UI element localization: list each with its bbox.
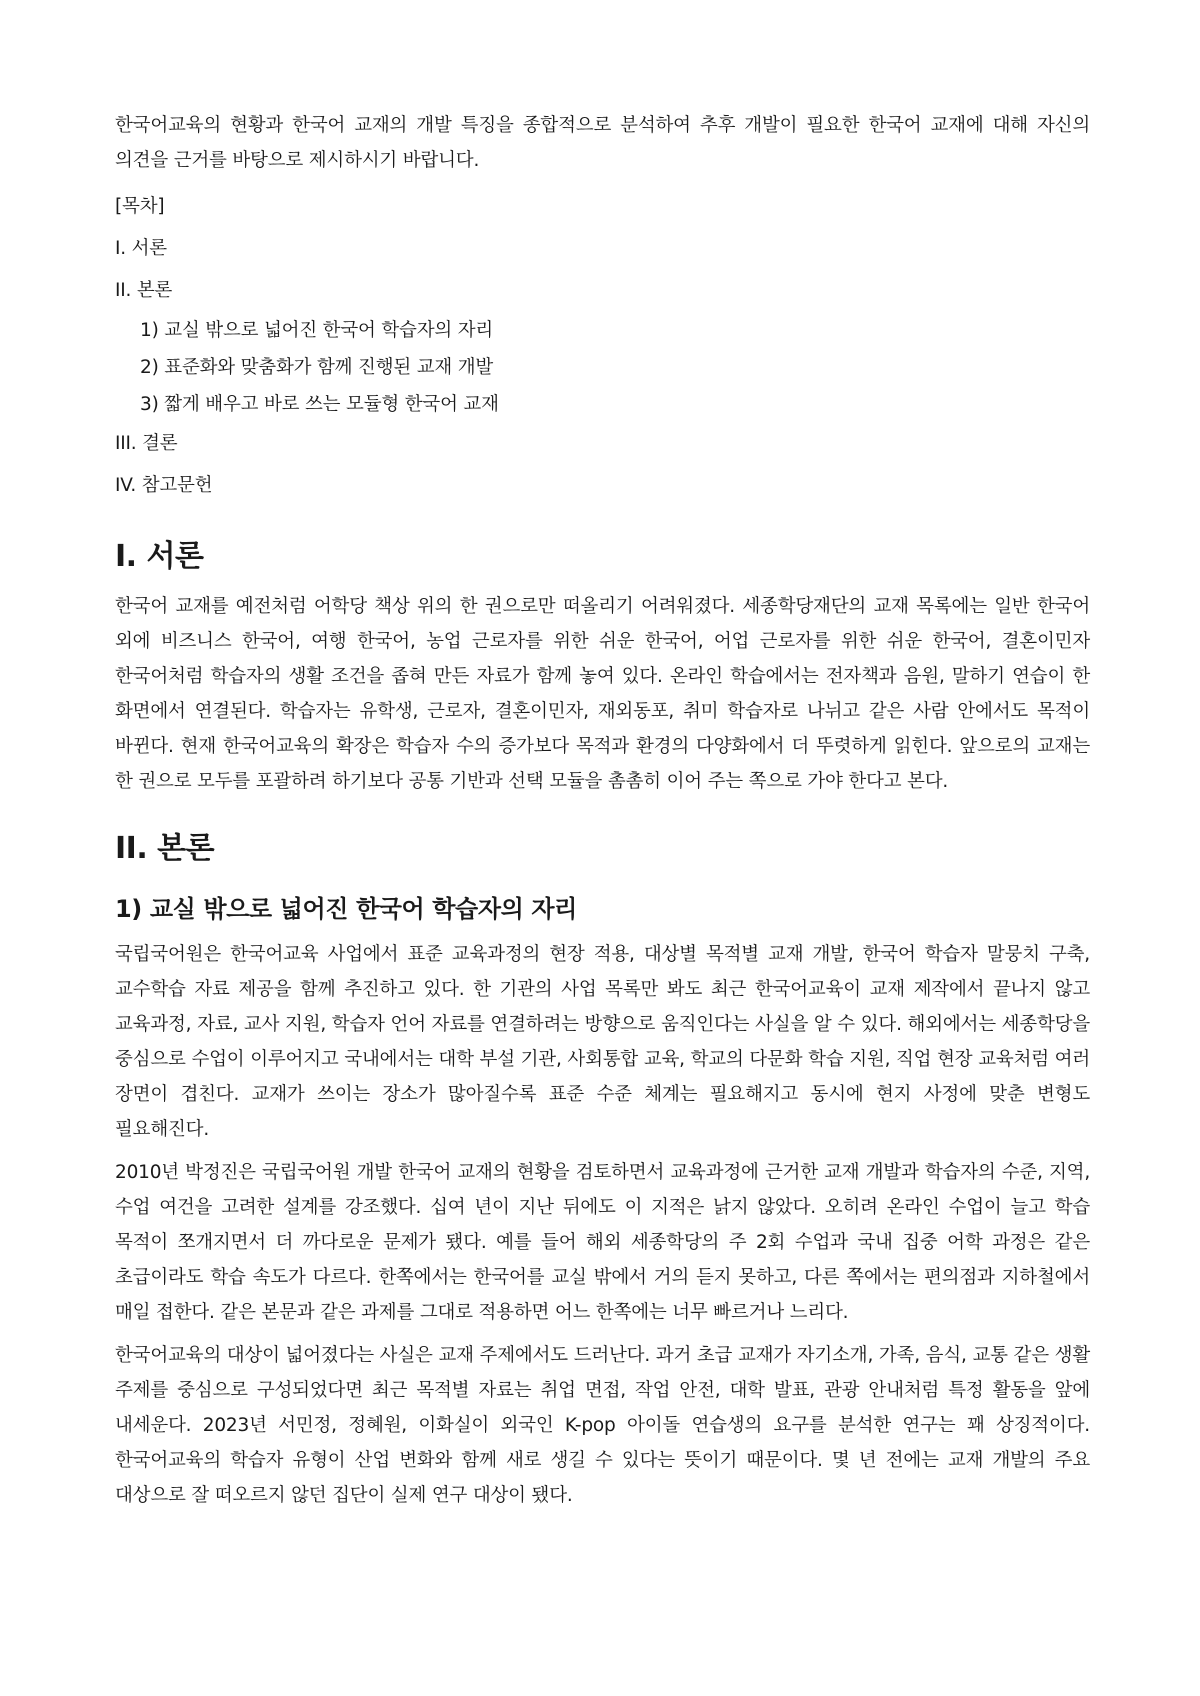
table-of-contents [115,186,1090,507]
toc-item: I. 서론 [115,238,167,259]
body-paragraph: 국립국어원은 한국어교육 사업에서 표준 교육과정의 현장 적용, 대상별 목적별 교재 개발, 한국어 학습자 말뭉치 구축, 교수학습 자료 제공을 함께 추진하고 있다. 한 기관의 사업 목록만 봐도 최근 한국어교육이 교재 제작에서 끝나지 않고 교육과정, 자료, 교사 지원, 학습자 언어 자료를 연결하려는 방향으로 움직인다는 사실을 알 수 있다. 해외에서는 세종학당을 중심으로 수업이 이루어지고 국내에서는 대학 부설 기관, 사회통합 교육, 학교의 다문화 학습 지원, 직업 현장 교육처럼 여러 장면이 겹친다. 교재가 쓰이는 장소가 많아질수록 표준 수준 체계는 필요해지고 동시에 현지 사정에 맞춘 변형도 필요해진다. [115,944,1090,1140]
toc-subitem: 3) 짧게 배우고 바로 쓰는 모듈형 한국어 교재 [140,394,499,415]
toc-item: IV. 참고문헌 [115,475,213,496]
toc-item: III. 결론 [115,433,178,454]
assignment-prompt: 한국어교육의 현황과 한국어 교재의 개발 특징을 종합적으로 분석하여 추후 개발이 필요한 한국어 교재에 대해 자신의 의견을 근거를 바탕으로 제시하시기 바랍니다. [115,115,1090,171]
toc-item: II. 본론 [115,280,173,301]
toc-subitem: 2) 표준화와 맞춤화가 함께 진행된 교재 개발 [140,357,494,378]
toc-subitem: 1) 교실 밖으로 넓어진 한국어 학습자의 자리 [140,320,494,341]
toc-heading: [목차] [115,196,165,217]
document-page [115,108,1090,1521]
body-paragraph: 한국어교육의 대상이 넓어졌다는 사실은 교재 주제에서도 드러난다. 과거 초급 교재가 자기소개, 가족, 음식, 교통 같은 생활 주제를 중심으로 구성되었다면 최근 목적별 자료는 취업 면접, 작업 안전, 대학 발표, 관광 안내처럼 특정 활동을 앞에 내세운다. 2023년 서민정, 정혜원, 이화실이 외국인 K-pop 아이돌 연습생의 요구를 분석한 연구는 꽤 상징적이다. 한국어교육의 학습자 유형이 산업 변화와 함께 새로 생길 수 있다는 뜻이기 때문이다. 몇 년 전에는 교재 개발의 주요 대상으로 잘 떠오르지 않던 집단이 실제 연구 대상이 됐다. [115,1345,1090,1506]
body-paragraph: 2010년 박정진은 국립국어원 개발 한국어 교재의 현황을 검토하면서 교육과정에 근거한 교재 개발과 학습자의 수준, 지역, 수업 여건을 고려한 설계를 강조했다. 십여 년이 지난 뒤에도 이 지적은 낡지 않았다. 오히려 온라인 수업이 늘고 학습 목적이 쪼개지면서 더 까다로운 문제가 됐다. 예를 들어 해외 세종학당의 주 2회 수업과 국내 집중 어학 과정은 같은 초급이라도 학습 속도가 다르다. 한쪽에서는 한국어를 교실 밖에서 거의 듣지 못하고, 다른 쪽에서는 편의점과 지하철에서 매일 접한다. 같은 본문과 같은 과제를 그대로 적용하면 어느 한쪽에는 너무 빠르거나 느리다. [115,1162,1090,1323]
introduction-paragraph: 한국어 교재를 예전처럼 어학당 책상 위의 한 권으로만 떠올리기 어려워졌다. 세종학당재단의 교재 목록에는 일반 한국어 외에 비즈니스 한국어, 여행 한국어, 농업 근로자를 위한 쉬운 한국어, 어업 근로자를 위한 쉬운 한국어, 결혼이민자 한국어처럼 학습자의 생활 조건을 좁혀 만든 자료가 함께 놓여 있다. 온라인 학습에서는 전자책과 음원, 말하기 연습이 한 화면에서 연결된다. 학습자는 유학생, 근로자, 결혼이민자, 재외동포, 취미 학습자로 나뉘고 같은 사람 안에서도 목적이 바뀐다. 현재 한국어교육의 확장은 학습자 수의 증가보다 목적과 환경의 다양화에서 더 뚜렷하게 읽힌다. 앞으로의 교재는 한 권으로 모두를 포괄하려 하기보다 공통 기반과 선택 모듈을 촘촘히 이어 주는 쪽으로 가야 한다고 본다. [115,596,1090,792]
section-heading-body: II. 본론 [115,831,215,866]
section-heading-introduction: I. 서론 [115,539,204,574]
subsection-heading-1: 1) 교실 밖으로 넓어진 한국어 학습자의 자리 [115,895,577,923]
